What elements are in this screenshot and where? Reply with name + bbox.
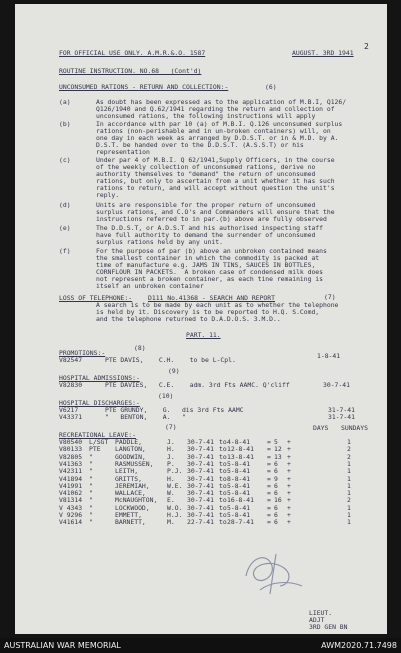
archive-footer xyxy=(0,638,401,653)
leave-cell-no: V82805 xyxy=(59,452,83,461)
leave-separator: + xyxy=(287,489,291,498)
leave-cell-days: 6 xyxy=(274,467,278,476)
leave-cell-to: 8-8-41 xyxy=(227,474,251,483)
service-number: V6217 xyxy=(59,406,79,414)
telephone-line: and the telephone returned to D.A.D.O.S. 3.M.D.. xyxy=(96,315,281,323)
leave-cell-days: 12 xyxy=(274,445,282,454)
para-label: (e) xyxy=(59,224,71,232)
leave-cell-rank: " xyxy=(89,467,93,476)
entry-text: PTE DAVIES, C.E. adm. 3rd Fts AAMC. Q'cliff xyxy=(105,381,290,389)
entry-text: " BENTON, A. " xyxy=(105,413,186,421)
leave-separator: to xyxy=(219,481,227,490)
leave-cell-sundays: 1 xyxy=(347,467,351,476)
signature-unit: 3RD GEN BN xyxy=(309,623,348,631)
leave-separator: to xyxy=(219,445,227,454)
telephone-heading: LOSS OF TELEPHONE:- xyxy=(59,294,133,302)
leave-separator: to xyxy=(219,511,227,519)
leave-separator: = xyxy=(267,474,271,483)
entry-date: 1-8-41 xyxy=(317,352,341,360)
entry-date: 31-7-41 xyxy=(328,413,355,421)
leave-cell-rank: " xyxy=(89,489,93,498)
leave-cell-to: 16-8-41 xyxy=(227,496,254,505)
admissions-number: (9) xyxy=(168,367,180,375)
leave-cell-name: GOODWIN, xyxy=(115,452,146,461)
leave-separator: + xyxy=(287,459,291,468)
leave-separator: to xyxy=(219,459,227,468)
leave-cell-from: 30-7-41 xyxy=(187,438,214,446)
para-label: (d) xyxy=(59,201,71,209)
para-line: As doubt has been expressed as to the application of M.B.I, Q126/ xyxy=(96,98,347,106)
leave-cell-no: V41363 xyxy=(59,459,83,468)
para-line: time of manufacture e.g. JAMS IN TINS, SAUCES IN BOTTLES, xyxy=(96,261,316,269)
leave-separator: = xyxy=(267,452,271,461)
leave-cell-no: V81314 xyxy=(59,496,83,505)
unconsumed-heading: UNCONSUMED RATIONS - RETURN AND COLLECTION:- xyxy=(59,83,229,91)
leave-cell-init: H. xyxy=(167,445,175,454)
leave-cell-from: 30-7-41 xyxy=(187,459,214,468)
telephone-line: is held by it. Discovery is to be reported to H.Q. S.Comd, xyxy=(96,308,320,316)
leave-cell-from: 30-7-41 xyxy=(187,452,214,461)
para-line: surplus rations held by any unit. xyxy=(96,238,223,246)
leave-cell-name: PADDLE, xyxy=(115,438,142,446)
para-line: rations (non-perishable and in un-broken containers) will, on xyxy=(96,127,331,135)
service-number: V43371 xyxy=(59,413,83,421)
leave-cell-name: LANGTON, xyxy=(115,445,146,454)
footer-right: AWM2020.71.7498 xyxy=(321,641,397,650)
leave-separator: = xyxy=(267,518,271,527)
leave-cell-no: V80133 xyxy=(59,445,83,454)
leave-separator: = xyxy=(267,438,271,446)
telephone-ref: D111 No.41368 - SEARCH AND REPORT xyxy=(148,294,275,302)
telephone-number: (7) xyxy=(324,293,336,301)
leave-cell-no: V 9296 xyxy=(59,511,83,519)
leave-col-days: DAYS xyxy=(313,424,329,432)
leave-cell-name: RASMUSSEN, xyxy=(115,459,154,468)
para-label: (f) xyxy=(59,247,71,255)
leave-cell-init: P. xyxy=(167,459,175,468)
leave-separator: + xyxy=(287,452,291,461)
para-line: the smallest container in which the commodity is packed at xyxy=(96,254,320,262)
discharges-heading: HOSPITAL DISCHARGES:- xyxy=(59,399,140,407)
leave-cell-days: 6 xyxy=(274,518,278,527)
leave-cell-from: 30-7-41 xyxy=(187,511,214,519)
leave-cell-to: 5-8-41 xyxy=(227,481,251,490)
para-line: CORNFLOUR IN PACKETS. A broken case of condensed milk does xyxy=(96,268,324,276)
signature xyxy=(240,546,310,601)
leave-cell-sundays: 1 xyxy=(347,511,351,519)
leave-cell-from: 30-7-41 xyxy=(187,445,214,454)
leave-cell-name: EMMETT, xyxy=(115,511,142,519)
leave-cell-sundays: 1 xyxy=(347,489,351,498)
leave-cell-rank: PTE xyxy=(89,445,101,454)
leave-col-sundays: SUNDAYS xyxy=(341,424,368,432)
signature-rank: LIEUT. xyxy=(309,609,333,617)
para-line: not represent a broken container, as each tine remaining is xyxy=(96,275,324,283)
leave-separator: = xyxy=(267,496,271,505)
leave-number: (7) xyxy=(165,423,177,431)
leave-cell-to: 5-8-41 xyxy=(227,511,251,519)
leave-separator: + xyxy=(287,438,291,446)
para-line: itself an unbroken container xyxy=(96,282,204,290)
leave-cell-rank: L/SGT xyxy=(89,438,109,446)
leave-cell-rank: " xyxy=(89,518,93,527)
signature-appointment: ADJT xyxy=(309,616,325,624)
leave-cell-rank: " xyxy=(89,511,93,519)
para-line: D.S.T. be handed over to the D.D.S.T. (A.S.S.T) or his xyxy=(96,141,304,149)
leave-cell-rank: " xyxy=(89,459,93,468)
leave-cell-no: V41991 xyxy=(59,481,83,490)
leave-separator: + xyxy=(287,474,291,483)
leave-cell-init: E. xyxy=(167,496,175,505)
leave-cell-name: LEITH, xyxy=(115,467,139,476)
leave-cell-no: V80540 xyxy=(59,438,83,446)
header-left: FOR OFFICIAL USE ONLY. A.M.R.&.O. 1587 xyxy=(59,49,206,57)
leave-cell-init: H. xyxy=(167,474,175,483)
leave-cell-from: 22-7-41 xyxy=(187,518,214,527)
leave-separator: = xyxy=(267,467,271,476)
unconsumed-number: (6) xyxy=(265,83,277,91)
leave-cell-name: WALLACE, xyxy=(115,489,146,498)
leave-cell-init: W.E. xyxy=(167,481,183,490)
leave-cell-sundays: 1 xyxy=(347,438,351,446)
para-line: representation xyxy=(96,148,150,156)
para-label: (c) xyxy=(59,156,71,164)
entry-date: 30-7-41 xyxy=(323,381,350,389)
para-line: instructions referred to in par.(b) above are fully observed xyxy=(96,215,327,223)
entry-text: PTE DAVIS, C.H. to be L-Cpl. xyxy=(105,356,236,364)
leave-cell-no: V41614 xyxy=(59,518,83,527)
para-line: of the weekly collection of unconsumed rations, derive no xyxy=(96,163,316,171)
service-number: V82830 xyxy=(59,381,83,389)
para-line: have full authority to demand the surrender of unconsumed xyxy=(96,231,316,239)
leave-cell-no: V 4343 xyxy=(59,503,83,512)
leave-cell-init: P.J. xyxy=(167,467,183,476)
leave-separator: to xyxy=(219,467,227,476)
leave-cell-to: 13-8-41 xyxy=(227,452,254,461)
leave-cell-init: J. xyxy=(167,438,175,446)
leave-separator: = xyxy=(267,511,271,519)
leave-cell-to: 5-8-41 xyxy=(227,503,251,512)
routine-title: ROUTINE INSTRUCTION. NO.68 (Cont'd) xyxy=(59,67,202,75)
leave-separator: + xyxy=(287,496,291,505)
para-line: one day in each week as arranged by D.D.S.T. or in & M.D. by A. xyxy=(96,134,339,142)
leave-separator: to xyxy=(219,452,227,461)
discharges-number: (10) xyxy=(158,392,174,400)
leave-cell-days: 6 xyxy=(274,481,278,490)
leave-cell-from: 30-7-41 xyxy=(187,481,214,490)
para-line: Under par 4 of M.B.I. Q 62/1941,Supply Officers, in the course xyxy=(96,156,335,164)
leave-cell-days: 9 xyxy=(274,474,278,483)
promotions-number: (8) xyxy=(134,344,146,352)
leave-cell-days: 6 xyxy=(274,489,278,498)
para-line: surplus rations, and C.O's and Commanders will ensure that the xyxy=(96,208,335,216)
para-line: In accordance with par 10 (a) of M.B.I. Q.126 unconsumed surplus xyxy=(96,120,343,128)
leave-cell-to: 5-8-41 xyxy=(227,467,251,476)
leave-separator: = xyxy=(267,503,271,512)
leave-separator: = xyxy=(267,481,271,490)
leave-cell-days: 6 xyxy=(274,503,278,512)
leave-separator: + xyxy=(287,481,291,490)
leave-separator: + xyxy=(287,518,291,527)
leave-cell-from: 30-7-41 xyxy=(187,474,214,483)
document-page xyxy=(15,4,387,634)
leave-separator: + xyxy=(287,445,291,454)
part-heading: PART. 11. xyxy=(186,331,221,339)
para-line: reply. xyxy=(96,191,120,199)
leave-cell-sundays: 2 xyxy=(347,452,351,461)
leave-cell-to: 5-8-41 xyxy=(227,459,251,468)
leave-cell-init: W.O. xyxy=(167,503,183,512)
para-line: The D.D.S.T, or A.D.S.T and his authorised inspecting staff xyxy=(96,224,324,232)
leave-separator: to xyxy=(219,503,227,512)
leave-cell-sundays: 2 xyxy=(347,445,351,454)
leave-cell-to: 4-8-41 xyxy=(227,438,251,446)
telephone-line: A search is to be made by each unit as to whether the telephone xyxy=(96,301,339,309)
leave-cell-init: H.J. xyxy=(167,511,183,519)
page-number: 2 xyxy=(364,42,369,51)
leave-cell-sundays: 1 xyxy=(347,518,351,527)
leave-separator: + xyxy=(287,511,291,519)
leave-separator: = xyxy=(267,445,271,454)
entry-date: 31-7-41 xyxy=(328,406,355,414)
para-line: For the purpose of par (b) above an unbroken contained means xyxy=(96,247,327,255)
leave-cell-days: 16 xyxy=(274,496,282,505)
leave-separator: to xyxy=(219,496,227,505)
leave-cell-sundays: 1 xyxy=(347,481,351,490)
leave-separator: to xyxy=(219,489,227,498)
leave-cell-name: GRITTS, xyxy=(115,474,142,483)
leave-cell-name: McNAUGHTON, xyxy=(115,496,158,505)
header-right: AUGUST. 3RD 1941 xyxy=(292,49,354,57)
leave-separator: + xyxy=(287,503,291,512)
leave-cell-sundays: 2 xyxy=(347,496,351,505)
para-label: (b) xyxy=(59,120,71,128)
leave-cell-from: 30-7-41 xyxy=(187,496,214,505)
leave-cell-from: 30-7-41 xyxy=(187,503,214,512)
leave-cell-rank: " xyxy=(89,452,93,461)
leave-cell-no: V41062 xyxy=(59,489,83,498)
service-number: V82547 xyxy=(59,356,83,364)
leave-cell-rank: " xyxy=(89,474,93,483)
leave-cell-no: V41894 xyxy=(59,474,83,483)
leave-cell-init: W. xyxy=(167,489,175,498)
leave-cell-name: JEREMIAH, xyxy=(115,481,150,490)
para-line: Units are responsible for the proper return of unconsumed xyxy=(96,201,316,209)
leave-cell-days: 13 xyxy=(274,452,282,461)
leave-separator: = xyxy=(267,459,271,468)
leave-cell-days: 5 xyxy=(274,438,278,446)
leave-cell-days: 6 xyxy=(274,511,278,519)
entry-text: PTE GRUNDY, G. dis 3rd Fts AAMC xyxy=(105,406,244,414)
leave-separator: = xyxy=(267,489,271,498)
para-line: authority themselves to "demand" the return of unconsumed xyxy=(96,170,316,178)
leave-cell-sundays: 1 xyxy=(347,474,351,483)
leave-cell-rank: " xyxy=(89,503,93,512)
footer-left: AUSTRALIAN WAR MEMORIAL xyxy=(4,641,121,650)
admissions-heading: HOSPITAL ADMISSIONS:- xyxy=(59,374,140,382)
leave-cell-to: 28-7-41 xyxy=(227,518,254,527)
para-line: rations, but only to ascertain from a unit whether it has such xyxy=(96,177,335,185)
leave-cell-no: V42311 xyxy=(59,467,83,476)
leave-cell-name: LOCKWOOD, xyxy=(115,503,150,512)
leave-separator: to xyxy=(219,438,227,446)
leave-cell-init: J. xyxy=(167,452,175,461)
para-label: (a) xyxy=(59,98,71,106)
leave-cell-to: 12-8-41 xyxy=(227,445,254,454)
leave-separator: + xyxy=(287,467,291,476)
leave-cell-rank: " xyxy=(89,496,93,505)
leave-cell-init: M. xyxy=(167,518,175,527)
leave-cell-sundays: 1 xyxy=(347,459,351,468)
para-line: Q126/1940 and Q.62/1941 regarding the return and collection of xyxy=(96,105,335,113)
leave-cell-from: 30-7-41 xyxy=(187,489,214,498)
leave-cell-name: BARNETT, xyxy=(115,518,146,527)
leave-cell-to: 5-8-41 xyxy=(227,489,251,498)
leave-cell-from: 30-7-41 xyxy=(187,467,214,476)
promotions-heading: PROMOTIONS:- xyxy=(59,349,106,357)
leave-cell-days: 6 xyxy=(274,459,278,468)
leave-separator: to xyxy=(219,518,227,527)
para-line: rations to return, and will accept without question the unit's xyxy=(96,184,335,192)
leave-cell-sundays: 1 xyxy=(347,503,351,512)
leave-heading: RECREATIONAL LEAVE:- xyxy=(59,431,136,439)
para-line: unconsumed rations, the following instructions will apply xyxy=(96,112,316,120)
leave-cell-rank: " xyxy=(89,481,93,490)
leave-separator: to xyxy=(219,474,227,483)
